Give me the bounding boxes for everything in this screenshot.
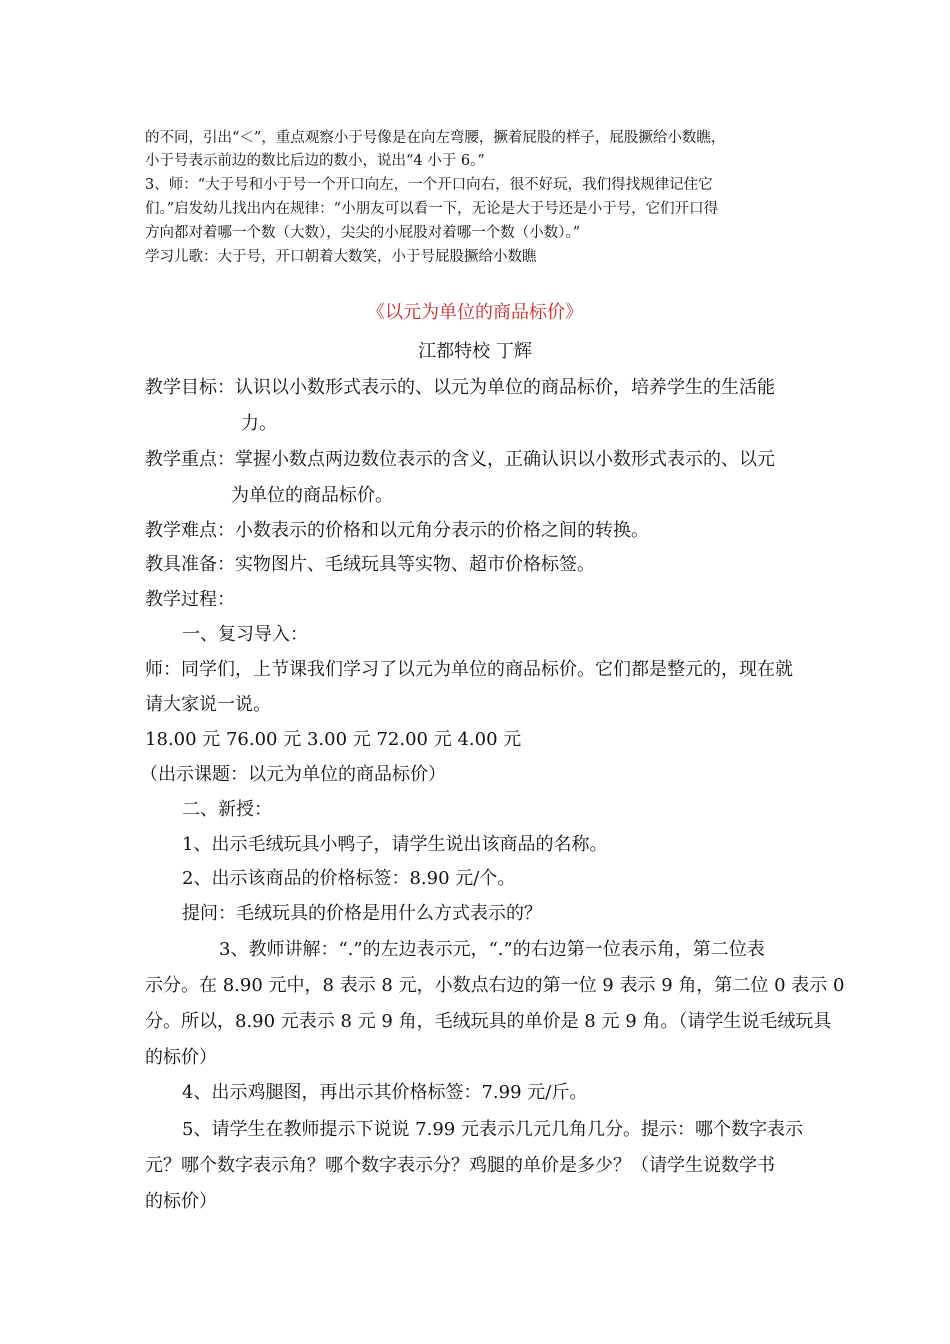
paragraph-line: 1、出示毛绒玩具小鸭子，请学生说出该商品的名称。 [182, 834, 608, 855]
teaching-key-cont: 为单位的商品标价。 [231, 485, 393, 506]
paragraph-line: 分。所以，8.90 元表示 8 元 9 角，毛绒玩具的单价是 8 元 9 角。（请学生说毛绒玩具 [145, 1011, 832, 1032]
teaching-tools: 教具准备：实物图片、毛绒玩具等实物、超市价格标签。 [145, 554, 595, 575]
text-line: 3、师：“大于号和小于号一个开口向左，一个开口向右，很不好玩，我们得找规律记住它 [145, 177, 713, 193]
section-heading: 二、新授： [182, 799, 272, 820]
paragraph-line: 5、请学生在教师提示下说说 7.99 元表示几元几角几分。提示：哪个数字表示 [182, 1119, 803, 1140]
text-line: 的不同，引出“＜”，重点观察小于号像是在向左弯腰，撅着屁股的样子，屁股撅给小数瞧， [145, 130, 726, 146]
paragraph-line: 的标价） [145, 1047, 217, 1068]
text-line: 小于号表示前边的数比后边的数小，说出“4 小于 6。” [145, 153, 485, 169]
teaching-goal-cont: 力。 [241, 413, 277, 434]
section-heading: 一、复习导入： [182, 624, 308, 645]
paragraph-line: 提问：毛绒玩具的价格是用什么方式表示的？ [182, 903, 542, 924]
topic-line: （出示课题：以元为单位的商品标价） [140, 764, 446, 785]
paragraph-line: 的标价） [145, 1191, 217, 1212]
paragraph-line: 请大家说一说。 [145, 694, 271, 715]
teaching-difficulty: 教学难点：小数表示的价格和以元角分表示的价格之间的转换。 [145, 520, 649, 541]
paragraph-line: 4、出示鸡腿图，再出示其价格标签：7.99 元/斤。 [182, 1082, 588, 1103]
text-line: 方向都对着哪一个数（大数），尖尖的小屁股对着哪一个数（小数）。” [145, 225, 581, 241]
paragraph-line: 示分。在 8.90 元中，8 表示 8 元，小数点右边的第一位 9 表示 9 角，第二位 0 表示 0 [145, 975, 845, 996]
paragraph-line: 师：同学们，上节课我们学习了以元为单位的商品标价。它们都是整元的，现在就 [145, 659, 793, 680]
paragraph-line: 元？哪个数字表示角？哪个数字表示分？鸡腿的单价是多少？（请学生说数学书 [145, 1155, 775, 1176]
text-line: 们。”启发幼儿找出内在规律：“小朋友可以看一下，无论是大于号还是小于号，它们开口得 [145, 201, 719, 217]
paragraph-line: 2、出示该商品的价格标签：8.90 元/个。 [182, 868, 516, 889]
text-line: 学习儿歌：大于号，开口朝着大数笑，小于号屁股撅给小数瞧 [145, 249, 537, 265]
document-title: 《以元为单位的商品标价》 [367, 302, 583, 323]
price-list: 18.00 元 76.00 元 3.00 元 72.00 元 4.00 元 [145, 729, 522, 750]
teaching-goal: 教学目标：认识以小数形式表示的、以元为单位的商品标价，培养学生的生活能 [145, 377, 775, 398]
teaching-process: 教学过程： [145, 589, 235, 610]
paragraph-line: 3、教师讲解：“.”的左边表示元，“.”的右边第一位表示角，第二位表 [219, 939, 765, 960]
teaching-key: 教学重点：掌握小数点两边数位表示的含义，正确认识以小数形式表示的、以元 [145, 449, 775, 470]
author-line: 江都特校 丁辉 [418, 341, 532, 362]
